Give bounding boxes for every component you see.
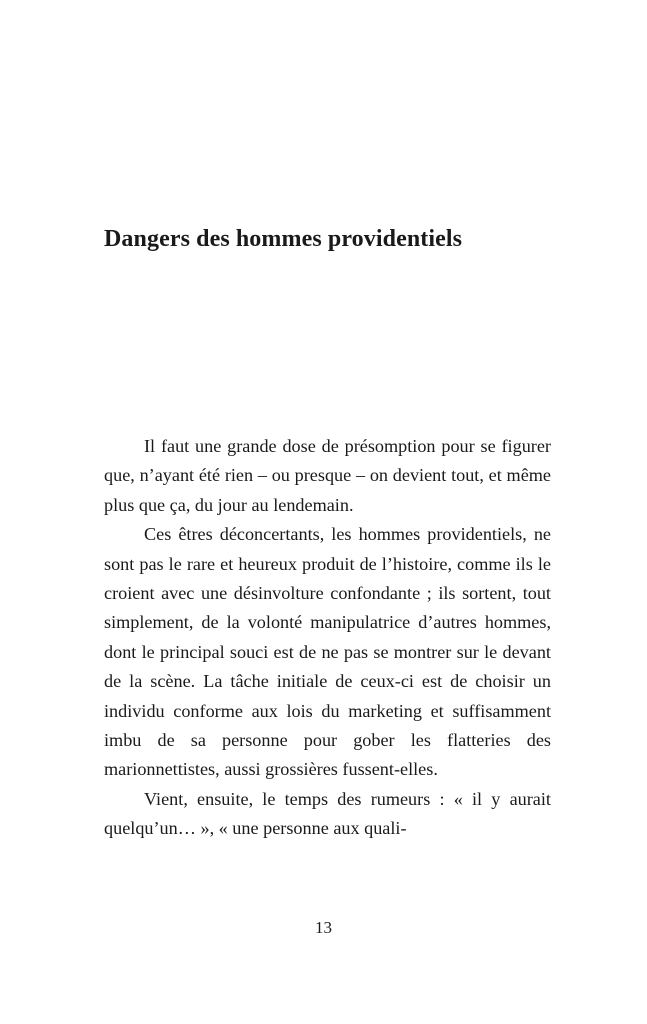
page-number: 13 <box>315 918 332 937</box>
paragraph: Vient, ensuite, le temps des rumeurs : « il y aurait quelqu’un… », « une personne aux quali- <box>104 788 551 839</box>
paragraph: Ces êtres déconcertants, les hommes providentiels, ne sont pas le rare et heureux produit de l’histoire, comme ils le croient avec une désinvolture confondante ; ils sortent, tout simplement, de la volonté manipulatrice d’autres hommes, dont le principal souci est de ne pas se montrer sur le devant de la scène. La tâche initiale de ceux-ci est de choisir un individu conforme aux lois du marketing et suffisamment imbu de sa personne pour gober les flatteries des marionnettistes, aussi grossières fussent-elles. <box>104 524 551 780</box>
paragraph: Il faut une grande dose de présomption pour se figurer que, n’ayant été rien – ou presque – on devient tout, et même plus que ça, du jour au lendemain. <box>104 436 551 515</box>
chapter-title: Dangers des hommes providentiels <box>104 226 463 252</box>
body-text <box>104 432 551 844</box>
